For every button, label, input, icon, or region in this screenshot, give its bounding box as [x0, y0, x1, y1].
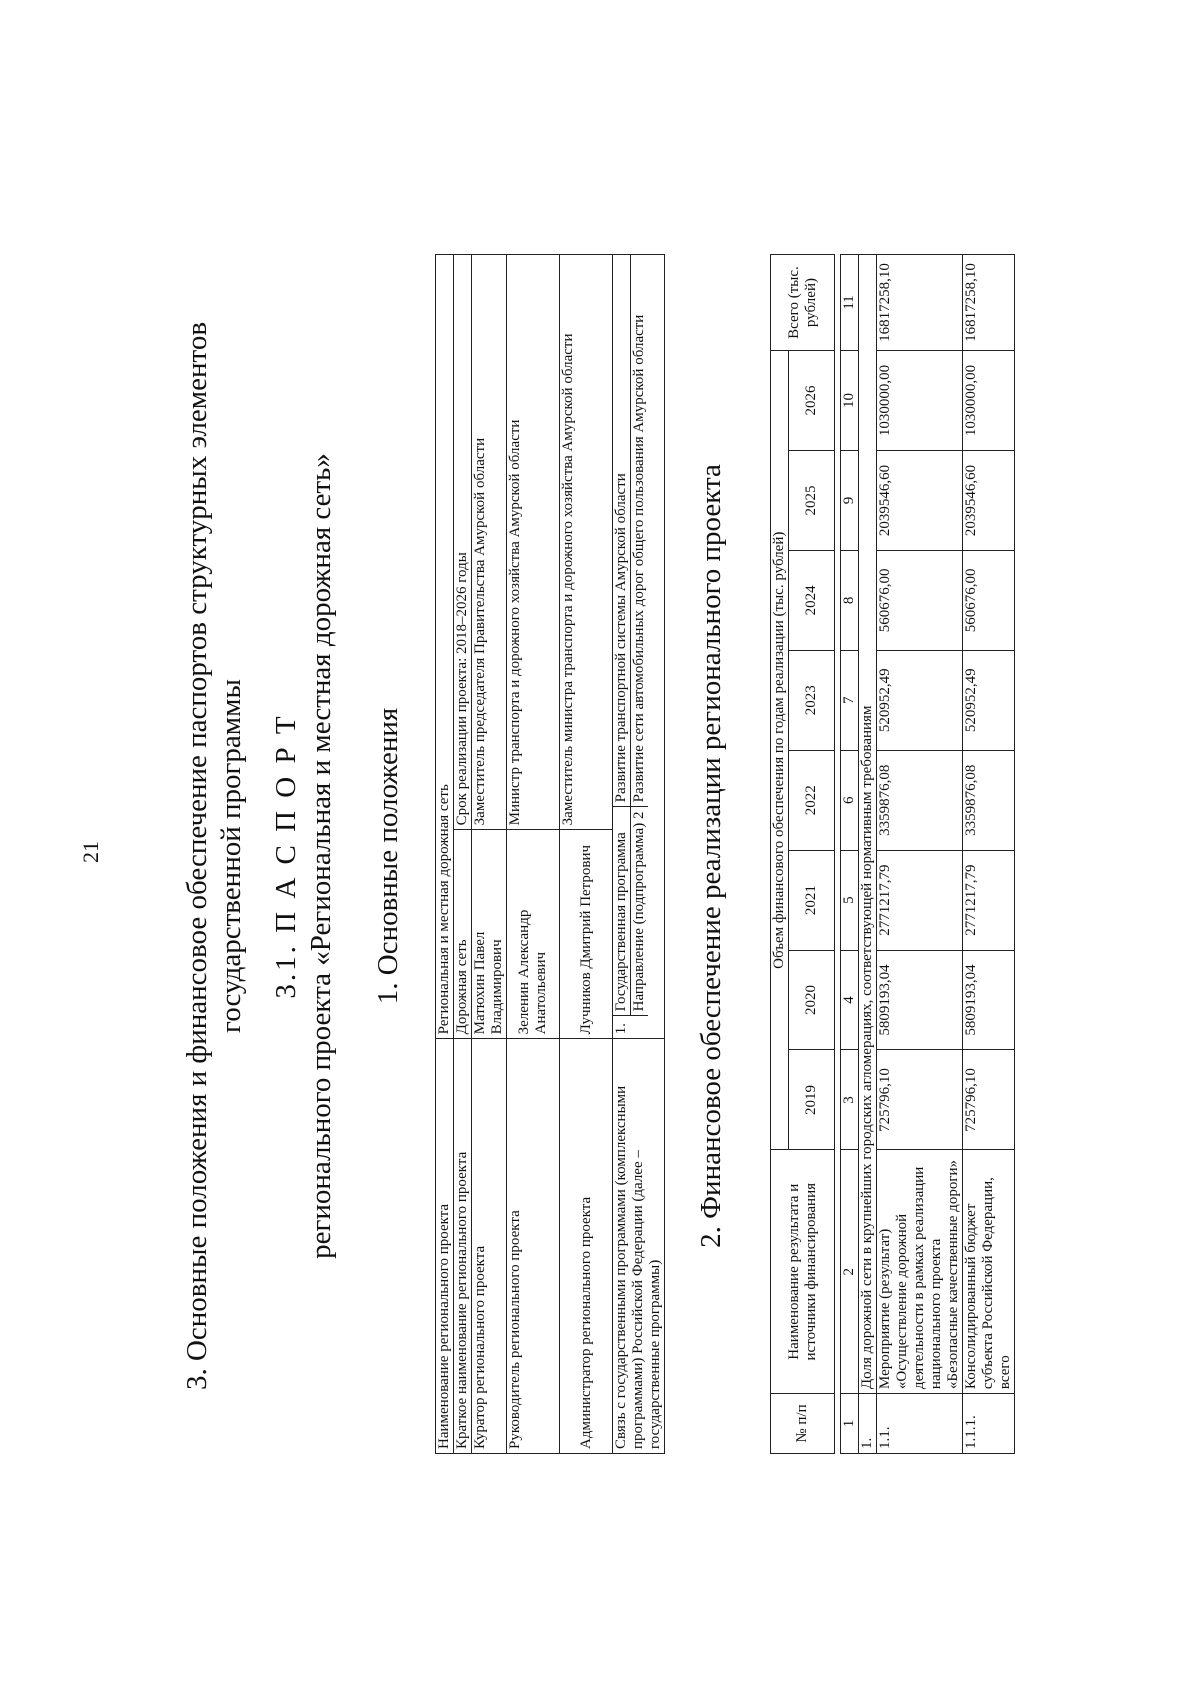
group-number: 1.: [859, 1394, 877, 1454]
value-cell: 3359876,08: [877, 750, 963, 850]
column-number: 1: [841, 1394, 859, 1454]
row-extra: Министр транспорта и дорожного хозяйства Амурской области: [507, 255, 559, 830]
row-label: Связь с государственными программами (комплексными программами) Российской Федерации (далее – государственные программы): [613, 1039, 665, 1454]
passport-subtitle: регионального проекта «Региональная и местная дорожная сеть»: [305, 453, 337, 1259]
row-value: Дорожная сеть: [454, 939, 470, 1035]
table-header-row: [771, 255, 789, 1454]
value-cell: 725796,10: [877, 1050, 963, 1150]
row-number: 1.1.: [877, 1394, 963, 1454]
total-cell: 16817258,10: [963, 255, 1015, 351]
row-label: Краткое наименование регионального проекта: [454, 1039, 472, 1454]
passport-title: 3.1. П А С П О Р Т: [270, 713, 302, 999]
total-cell: 16817258,10: [877, 255, 963, 351]
value-cell: 5809193,04: [877, 950, 963, 1050]
financing-table: [770, 254, 1015, 1454]
value-cell: 560676,00: [963, 550, 1015, 650]
row-number: 1.1.1.: [963, 1394, 1015, 1454]
value-cell: 1030000,00: [963, 351, 1015, 451]
column-number: 8: [841, 550, 859, 650]
column-number: 7: [841, 650, 859, 750]
value-cell: 2771217,79: [877, 850, 963, 950]
table-row: [472, 255, 507, 1454]
section-title: 3. Основные положения и финансовое обеспечение паспортов структурных элементов государственной программы: [181, 321, 247, 1391]
value-cell: 520952,49: [877, 650, 963, 750]
header-num: № п/п: [771, 1394, 835, 1454]
row-label: Руководитель регионального проекта: [507, 1039, 560, 1454]
table-row: [507, 255, 560, 1454]
year-header: 2024: [789, 550, 835, 650]
value-cell: 2039546,60: [963, 451, 1015, 551]
program-value: Развитие транспортной системы Амурской области: [613, 255, 631, 807]
column-number-row: [841, 255, 859, 1454]
row-name: Консолидированный бюджет субъекта Российской Федерации, всего: [963, 1150, 1015, 1394]
column-number: 11: [841, 255, 859, 351]
section-1-title: 1. Основные положения: [372, 707, 404, 1005]
row-label: Наименование регионального проекта: [436, 1039, 454, 1454]
column-number: 6: [841, 750, 859, 850]
column-number: 4: [841, 950, 859, 1050]
table-row: [963, 255, 1015, 1454]
column-number: 9: [841, 451, 859, 551]
column-number: 10: [841, 351, 859, 451]
table-row: [560, 255, 613, 1454]
value-cell: 560676,00: [877, 550, 963, 650]
row-number: 1.: [613, 1023, 629, 1035]
row-label: Куратор регионального проекта: [472, 1039, 507, 1454]
subprogram-value: Развитие сети автомобильных дорог общего пользования Амурской области: [631, 255, 649, 807]
header-volume: Объем финансового обеспечения по годам реализации (тыс. рублей): [771, 351, 789, 1150]
row-value: Региональная и местная дорожная сеть: [436, 255, 454, 1039]
value-cell: 1030000,00: [877, 351, 963, 451]
year-header: 2020: [789, 950, 835, 1050]
value-cell: 520952,49: [963, 650, 1015, 750]
subprogram-label: Направление (подпрограмма) 2: [631, 807, 649, 1016]
value-cell: 5809193,04: [963, 950, 1015, 1050]
section-2-title: 2. Финансовое обеспечение реализации регионального проекта: [695, 464, 727, 1248]
year-header: 2026: [789, 351, 835, 451]
header-total: Всего (тыс. рублей): [771, 255, 835, 351]
row-value: Матюхин Павел Владимирович: [472, 931, 505, 1035]
row-extra: Срок реализации проекта: 2018–2026 годы: [454, 255, 471, 830]
row-extra: Заместитель председателя Правительства Амурской области: [472, 255, 506, 830]
table-row: [436, 255, 454, 1454]
row-value: Зеленин Александр Анатольевич: [516, 909, 549, 1035]
year-header: 2021: [789, 850, 835, 950]
year-header: 2022: [789, 750, 835, 850]
header-name: Наименование результата и источники финансирования: [771, 1150, 835, 1394]
row-name: Мероприятие (результат) «Осуществление дорожной деятельности в рамках реализации национального проекта «Безопасные качественные дороги»: [877, 1150, 963, 1394]
basic-provisions-table: [435, 254, 665, 1454]
table-row: [613, 255, 665, 1454]
row-value: Лучников Дмитрий Петрович: [577, 844, 594, 1035]
year-header: 2025: [789, 451, 835, 551]
row-label: Администратор регионального проекта: [560, 1039, 613, 1454]
program-label: Государственная программа: [613, 807, 631, 1016]
value-cell: 2771217,79: [963, 850, 1015, 950]
group-row: [859, 255, 877, 1454]
table-row: [454, 255, 472, 1454]
group-title: Доля дорожной сети в крупнейших городских агломерациях, соответствующей нормативным требованиям: [859, 255, 877, 1394]
year-header: 2023: [789, 650, 835, 750]
page-number: 21: [78, 841, 103, 863]
value-cell: 725796,10: [963, 1050, 1015, 1150]
column-number: 3: [841, 1050, 859, 1150]
column-number: 5: [841, 850, 859, 950]
value-cell: 3359876,08: [963, 750, 1015, 850]
row-extra: Заместитель министра транспорта и дорожного хозяйства Амурской области: [560, 255, 612, 830]
column-number: 2: [841, 1150, 859, 1394]
table-row: [877, 255, 963, 1454]
value-cell: 2039546,60: [877, 451, 963, 551]
year-header: 2019: [789, 1050, 835, 1150]
